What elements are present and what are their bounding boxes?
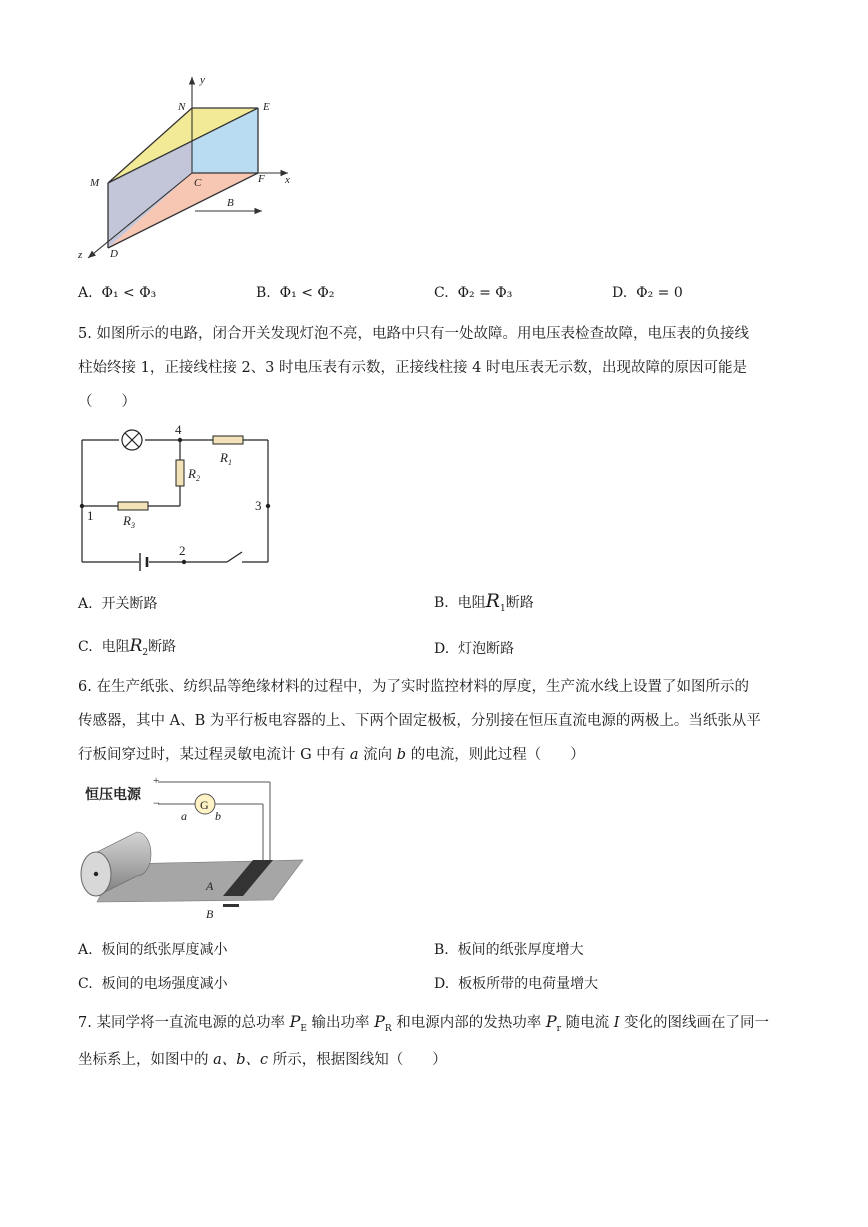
label-r1: $R_1$	[220, 450, 232, 467]
q4-option-b[interactable]: B. Φ₁ < Φ₂	[256, 285, 335, 301]
label-E: E	[263, 101, 270, 113]
q6-stem-line3: 行板间穿过时，某过程灵敏电流计 G 中有 a 流向 b 的电流，则此过程（ ）	[78, 747, 585, 763]
label-x: x	[285, 174, 290, 186]
node-1	[80, 504, 84, 508]
label-r3: $R_3$	[123, 513, 135, 530]
q6-option-d[interactable]: D. 板板所带的电荷量增大	[434, 976, 599, 992]
q4-option-a[interactable]: A. Φ₁ < Φ₃	[78, 285, 157, 301]
label-plate-B: B	[206, 907, 214, 921]
label-node-2: 2	[179, 543, 186, 558]
galvanometer-icon	[195, 794, 215, 814]
label-b: b	[215, 809, 221, 823]
label-y: y	[200, 74, 205, 86]
resistor-r2	[176, 460, 184, 486]
q5-answer-bracket: （ ）	[78, 394, 136, 410]
q5-stem-line2: 柱始终接 1，正接线柱接 2、3 时电压表有示数，正接线柱接 4 时电压表无示数，出现故障的原因可能是	[78, 360, 747, 376]
label-M: M	[90, 177, 100, 189]
q5-option-c[interactable]: C. 电阻$R_2$断路	[78, 636, 177, 658]
plus-sign: +	[153, 775, 160, 787]
q5-option-b[interactable]: B. 电阻$R_1$断路	[434, 590, 534, 614]
minus-sign: −	[153, 796, 160, 810]
label-C: C	[194, 177, 202, 189]
q6-option-c[interactable]: C. 板间的电场强度减小	[78, 976, 228, 992]
q5-circuit-figure	[72, 420, 282, 580]
label-D: D	[110, 248, 118, 260]
q4-option-d[interactable]: D. Φ₂ = 0	[612, 285, 683, 301]
label-a: a	[181, 809, 187, 823]
resistor-r3	[118, 502, 148, 510]
node-3	[266, 504, 270, 508]
label-z: z	[78, 249, 83, 261]
q6-sensor-figure	[75, 772, 315, 922]
label-node-3: 3	[255, 498, 262, 513]
label-node-4: 4	[175, 422, 182, 437]
label-plate-A: A	[206, 879, 214, 893]
q4-option-c[interactable]: C. Φ₂ = Φ₃	[434, 285, 513, 301]
q7-stem-line1: 7. 某同学将一直流电源的总功率 $P_E$ 输出功率 $P_R$ 和电源内部的发热功率 $P_r$ 随电流 I 变化的图线画在了同一	[78, 1012, 770, 1034]
q4-flux-figure	[70, 65, 310, 265]
svg-text:G: G	[200, 798, 209, 812]
q6-stem-line1: 6. 在生产纸张、纺织品等绝缘材料的过程中，为了实时监控材料的厚度，生产流水线上设置了如图所示的	[78, 679, 749, 695]
q5-option-a[interactable]: A. 开关断路	[78, 596, 158, 612]
q6-option-a[interactable]: A. 板间的纸张厚度减小	[78, 942, 228, 958]
plate-B	[223, 904, 239, 907]
label-B-field: B	[227, 197, 234, 209]
q6-stem-line2: 传感器，其中 A、B 为平行板电容器的上、下两个固定极板，分别接在恒压直流电源的两极上。当纸张从平	[78, 713, 761, 729]
label-r2: $R_2$	[188, 466, 200, 483]
q7-stem-line2: 坐标系上，如图中的 a、b、c 所示，根据图线知（ ）	[78, 1052, 447, 1068]
label-N: N	[178, 101, 186, 113]
q5-stem-line1: 5. 如图所示的电路，闭合开关发现灯泡不亮，电路中只有一处故障。用电压表检查故障，电压表的负接线	[78, 326, 749, 342]
node-2	[182, 560, 186, 564]
label-F: F	[258, 173, 265, 185]
node-4	[178, 438, 182, 442]
label-node-1: 1	[87, 508, 94, 523]
lamp-icon	[122, 430, 142, 450]
power-source-label: 恒压电源	[85, 788, 141, 803]
q5-option-d[interactable]: D. 灯泡断路	[434, 641, 515, 657]
resistor-r1	[213, 436, 243, 444]
q6-option-b[interactable]: B. 板间的纸张厚度增大	[434, 942, 584, 958]
